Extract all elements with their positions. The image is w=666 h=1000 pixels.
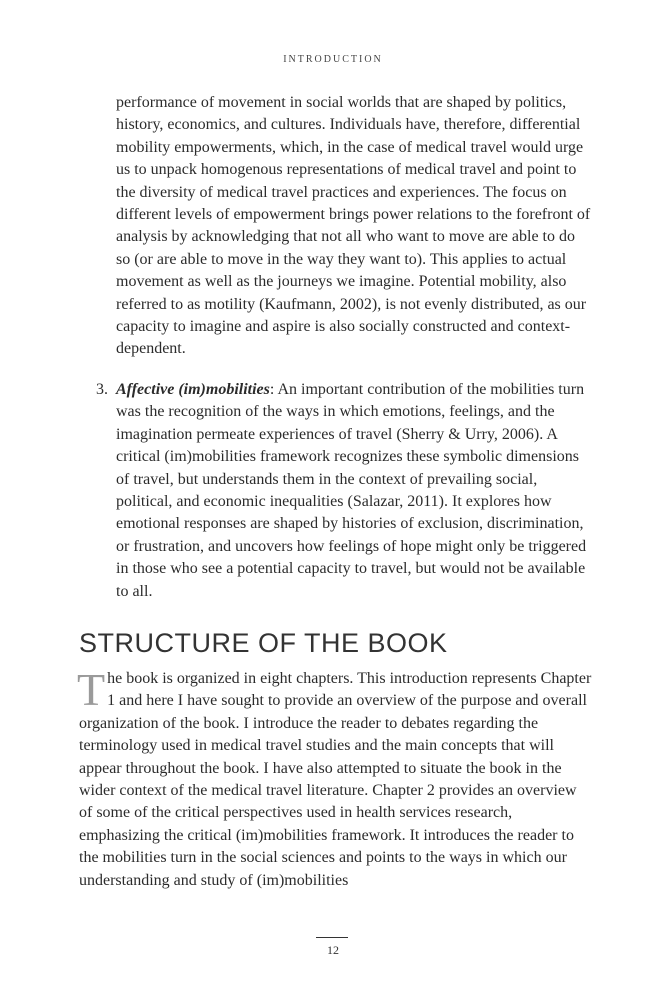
list-item-term: Affective (im)mobilities: [116, 381, 270, 398]
running-head: INTRODUCTION: [283, 54, 383, 65]
drop-cap: T: [77, 664, 106, 715]
list-item-number: 3.: [96, 381, 108, 398]
section-paragraph: [77, 664, 592, 892]
list-item-affective-immobilities: [96, 379, 592, 603]
footer-rule: [316, 937, 348, 938]
continuation-paragraph: performance of movement in social worlds that are shaped by politics, history, economics, and cultures. Individuals have, therefore, differential mobility empowerments, which, in the case of medical travel would urge us to unpack homogenous representations of medical travel and point to the diversity of medical travel practices and experiences. The focus on different levels of empowerment brings power relations to the forefront of analysis by acknowledging that not all who want to move are able to do so (or are able to move in the way they want to). This applies to actual movement as well as the journeys we imagine. Potential mobility, also referred to as motility (Kaufmann, 2002), is not evenly distributed, as our capacity to imagine and aspire is also socially constructed and context-dependent.: [116, 94, 591, 358]
section-paragraph-text: he book is organized in eight chapters. This introduction represents Chapter 1 and here I have sought to provide an overview of the purpose and overall organization of the book. I introduce the reader to debates regarding the terminology used in medical travel studies and the main concepts that will appear throughout the book. I have also attempted to situate the book in the wider context of the medical travel literature. Chapter 2 provides an overview of some of the critical perspectives used in health services research, emphasizing the critical (im)mobilities framework. It introduces the reader to the mobilities turn in the social sciences and points to the ways in which our understanding and study of (im)mobilities: [79, 670, 592, 889]
list-item-text: : An important contribution of the mobilities turn was the recognition of the ways in which emotions, feelings, and the imagination permeate experiences of travel (Sherry & Urry, 2006). A critical (im)mobilities framework recognizes these symbolic dimensions of travel, but understands them in the context of prevailing social, political, and economic inequalities (Salazar, 2011). It explores how emotional responses are shaped by histories of exclusion, discrimination, or frustration, and uncovers how feelings of hope might only be triggered in those who see a potential capacity to travel, but would not be available to all.: [116, 381, 587, 600]
page-number: 12: [327, 943, 339, 957]
section-heading: STRUCTURE OF THE BOOK: [79, 628, 448, 658]
